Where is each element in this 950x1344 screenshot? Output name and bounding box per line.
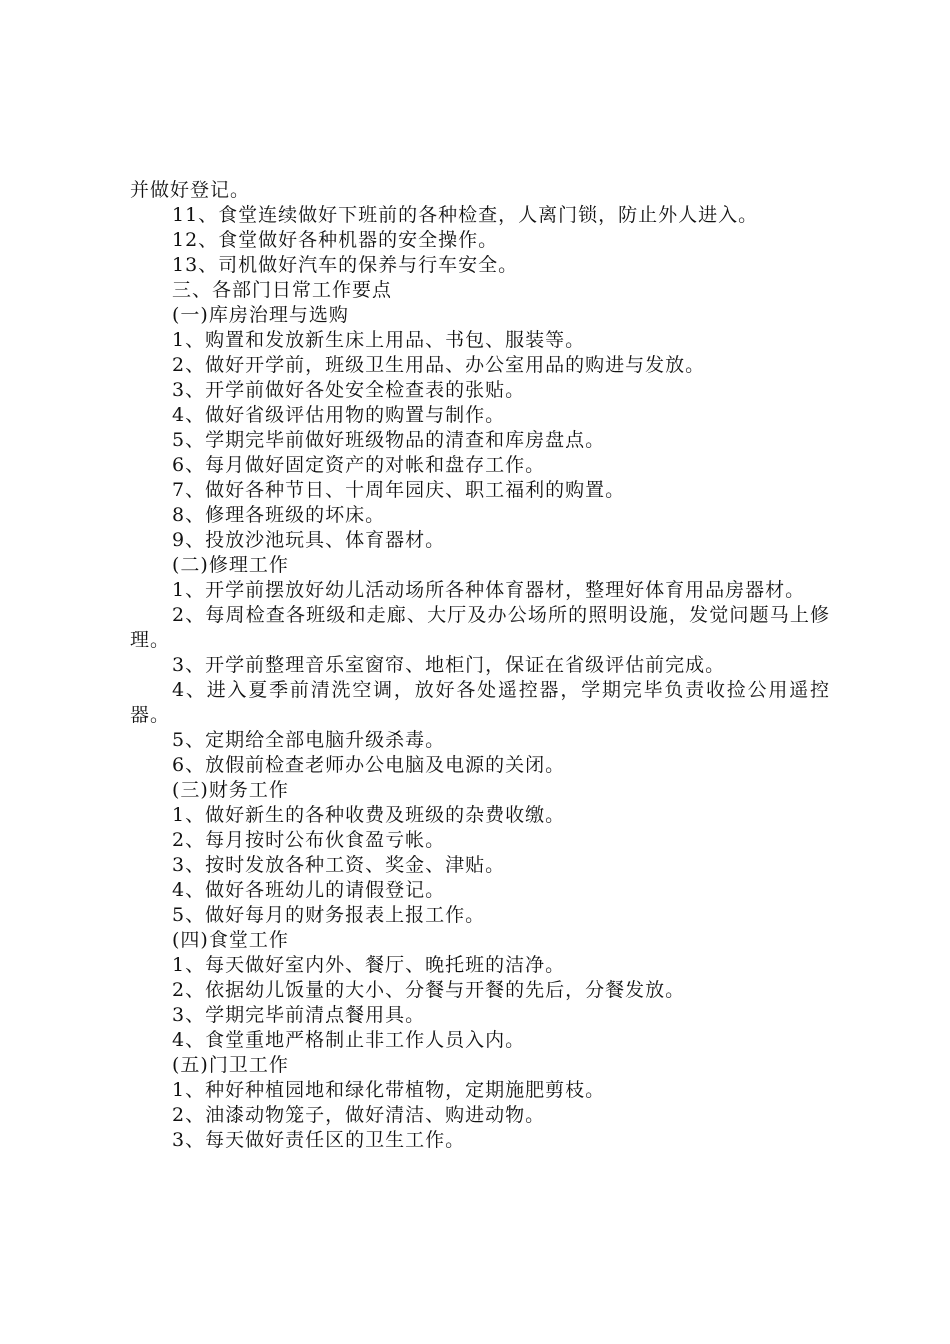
subsection-heading: (四)食堂工作 — [172, 929, 289, 951]
subsection-heading: (三)财务工作 — [172, 779, 289, 801]
subsection-heading: (二)修理工作 — [172, 554, 289, 576]
list-item: 12、食堂做好各种机器的安全操作。 — [172, 229, 499, 251]
list-item: 3、学期完毕前清点餐用具。 — [172, 1004, 426, 1026]
list-item: 4、做好省级评估用物的购置与制作。 — [172, 404, 506, 426]
list-item: 4、做好各班幼儿的请假登记。 — [172, 879, 446, 901]
list-item: 1、购置和发放新生床上用品、书包、服装等。 — [172, 329, 586, 351]
list-item: 4、进入夏季前清洗空调，放好各处遥控器，学期完毕负责收捡公用遥控器。 — [130, 679, 830, 726]
list-item: 5、学期完毕前做好班级物品的清查和库房盘点。 — [172, 429, 606, 451]
list-item: 5、做好每月的财务报表上报工作。 — [172, 904, 486, 926]
list-item: 1、种好种植园地和绿化带植物，定期施肥剪枝。 — [172, 1079, 606, 1101]
list-item: 2、依据幼儿饭量的大小、分餐与开餐的先后，分餐发放。 — [172, 979, 686, 1001]
list-item: 8、修理各班级的坏床。 — [172, 504, 386, 526]
list-item: 2、做好开学前，班级卫生用品、办公室用品的购进与发放。 — [172, 354, 706, 376]
subsection-heading: (一)库房治理与选购 — [172, 304, 349, 326]
paragraph-continuation: 并做好登记。 — [130, 179, 251, 201]
list-item: 3、开学前做好各处安全检查表的张贴。 — [172, 379, 526, 401]
list-item: 1、开学前摆放好幼儿活动场所各种体育器材，整理好体育用品房器材。 — [172, 579, 806, 601]
list-item: 1、每天做好室内外、餐厅、晚托班的洁净。 — [172, 954, 566, 976]
subsection-heading: (五)门卫工作 — [172, 1054, 289, 1076]
list-item: 6、每月做好固定资产的对帐和盘存工作。 — [172, 454, 546, 476]
list-item: 3、开学前整理音乐室窗帘、地柜门，保证在省级评估前完成。 — [172, 654, 726, 676]
list-item: 7、做好各种节日、十周年园庆、职工福利的购置。 — [172, 479, 626, 501]
list-item: 11、食堂连续做好下班前的各种检查，人离门锁，防止外人进入。 — [172, 204, 759, 226]
list-item: 1、做好新生的各种收费及班级的杂费收缴。 — [172, 804, 566, 826]
list-item: 4、食堂重地严格制止非工作人员入内。 — [172, 1029, 526, 1051]
document-body — [130, 178, 830, 1153]
section-heading: 三、各部门日常工作要点 — [172, 279, 393, 301]
list-item: 3、按时发放各种工资、奖金、津贴。 — [172, 854, 506, 876]
list-item: 9、投放沙池玩具、体育器材。 — [172, 529, 446, 551]
list-item: 2、每周检查各班级和走廊、大厅及办公场所的照明设施，发觉问题马上修理。 — [130, 604, 830, 651]
list-item: 6、放假前检查老师办公电脑及电源的关闭。 — [172, 754, 566, 776]
list-item: 2、每月按时公布伙食盈亏帐。 — [172, 829, 446, 851]
list-item: 3、每天做好责任区的卫生工作。 — [172, 1129, 466, 1151]
list-item: 2、油漆动物笼子，做好清洁、购进动物。 — [172, 1104, 546, 1126]
list-item: 5、定期给全部电脑升级杀毒。 — [172, 729, 446, 751]
list-item: 13、司机做好汽车的保养与行车安全。 — [172, 254, 519, 276]
